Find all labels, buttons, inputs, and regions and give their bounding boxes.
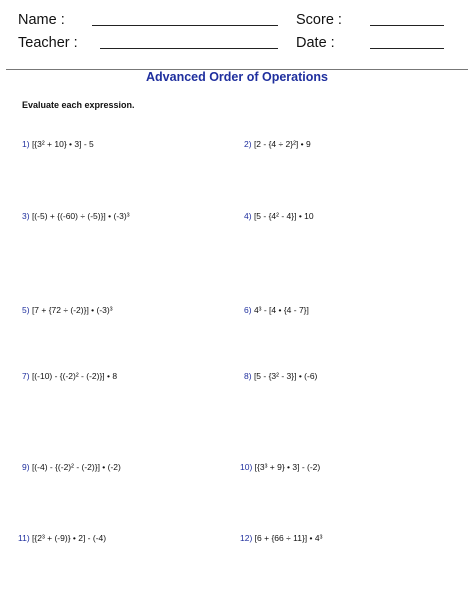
- worksheet-title: Advanced Order of Operations: [146, 70, 328, 84]
- problem-number: 6): [244, 305, 252, 315]
- problem-expression: [5 - {4² - 4}] • 10: [253, 211, 314, 221]
- problem-6: [244, 303, 309, 317]
- problem-11: [18, 531, 106, 545]
- problem-expression: [(-10) - {(-2)² - (-2)}] • 8: [31, 371, 118, 381]
- problem-expression: [{3³ + 9} • 3] - (-2): [254, 462, 321, 472]
- problem-expression: [7 + {72 ÷ (-2)}] • (-3)³: [31, 305, 113, 315]
- name-field[interactable]: [92, 25, 278, 26]
- problem-expression: [{3² + 10} • 3] - 5: [31, 139, 94, 149]
- problem-1: [22, 137, 94, 151]
- problem-number: 5): [22, 305, 30, 315]
- problem-expression: [6 + {66 ÷ 11}] • 4³: [254, 533, 323, 543]
- problem-number: 11): [18, 533, 30, 543]
- problem-number: 10): [240, 462, 253, 472]
- problem-number: 8): [244, 371, 252, 381]
- score-label: Score :: [296, 12, 342, 28]
- problem-expression: 4³ - [4 • {4 - 7}]: [253, 305, 309, 315]
- problem-4: [244, 209, 314, 223]
- problem-expression: [(-4) - {(-2)² - (-2)}] • (-2): [31, 462, 121, 472]
- problem-expression: [(-5) + {(-60) ÷ (-5)}] • (-3)³: [31, 211, 130, 221]
- problem-expression: [5 - {3² - 3}] • (-6): [253, 371, 318, 381]
- problem-expression: [{2³ + (-9)} • 2] - (-4): [32, 533, 107, 543]
- problem-expression: [2 - {4 ÷ 2}²] • 9: [253, 139, 311, 149]
- date-field[interactable]: [370, 48, 444, 49]
- problem-number: 3): [22, 211, 30, 221]
- problem-2: [244, 137, 311, 151]
- date-label: Date :: [296, 35, 335, 51]
- instructions: Evaluate each expression.: [22, 100, 135, 110]
- problem-number: 2): [244, 139, 252, 149]
- problem-number: 1): [22, 139, 30, 149]
- problem-number: 9): [22, 462, 30, 472]
- problem-10: [240, 460, 320, 474]
- problem-number: 4): [244, 211, 252, 221]
- problem-3: [22, 209, 130, 223]
- problem-7: [22, 369, 117, 383]
- problem-number: 7): [22, 371, 30, 381]
- teacher-field[interactable]: [100, 48, 278, 49]
- problem-8: [244, 369, 317, 383]
- problem-5: [22, 303, 113, 317]
- problem-9: [22, 460, 121, 474]
- name-label: Name :: [18, 12, 65, 28]
- problem-12: [240, 531, 322, 545]
- teacher-label: Teacher :: [18, 35, 78, 51]
- score-field[interactable]: [370, 25, 444, 26]
- problem-number: 12): [240, 533, 253, 543]
